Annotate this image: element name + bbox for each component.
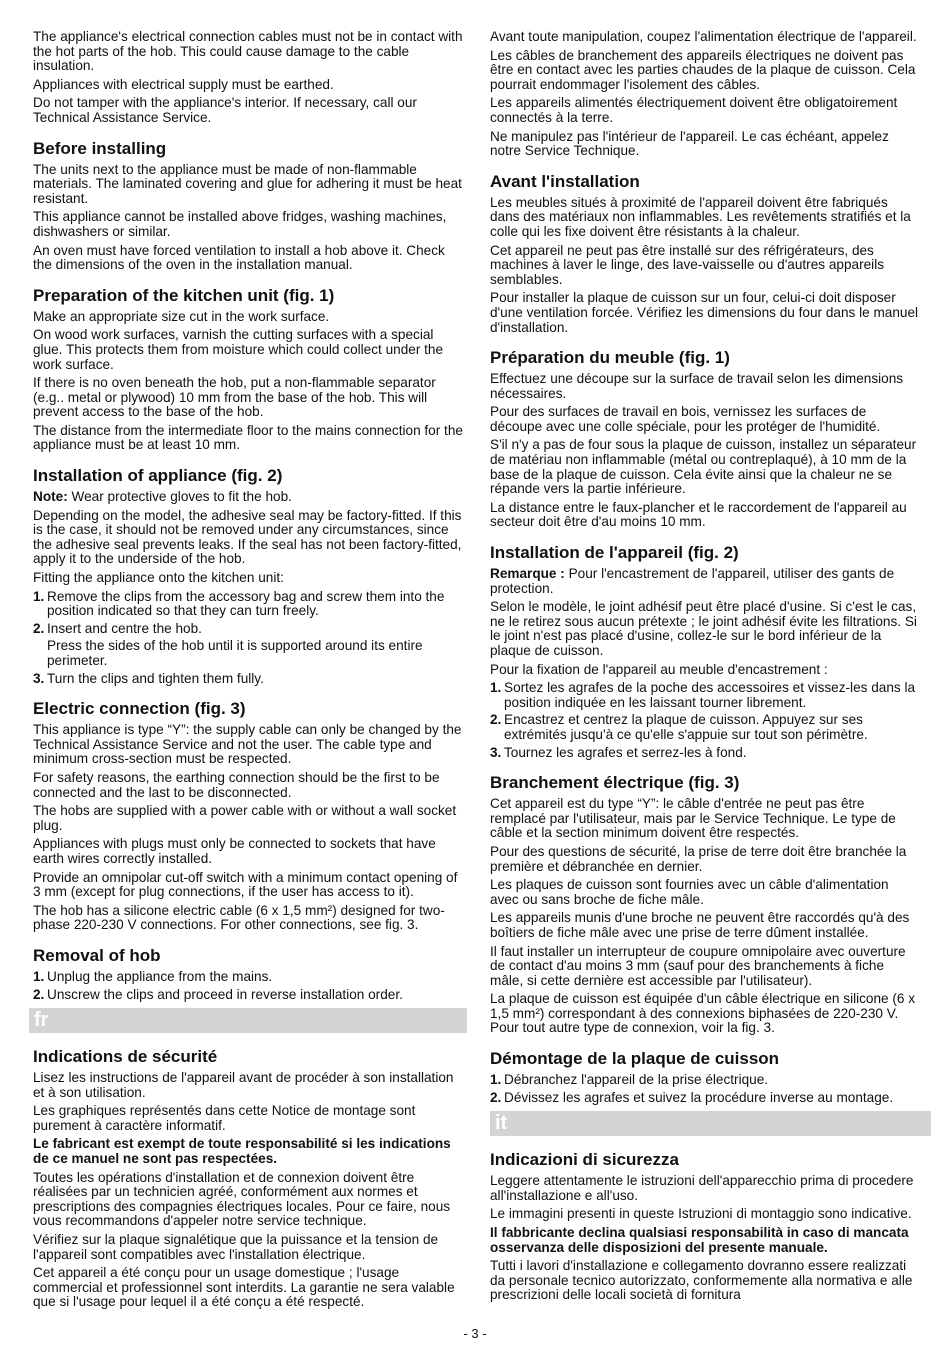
list-item <box>490 713 920 742</box>
step-number: 1. <box>490 680 502 696</box>
list-item <box>33 639 463 668</box>
paragraph: Pour la fixation de l'appareil au meuble d'encastrement : <box>490 661 828 677</box>
paragraph: Pour des questions de sécurité, la prise de terre doit être branchée la première et débranchée en dernier. <box>490 843 907 874</box>
paragraph: Ne manipulez pas l'intérieur de l'appareil. Le cas échéant, appelez notre Service Technique. <box>490 128 889 159</box>
section-title-before-installing: Before installing <box>33 138 167 158</box>
step-text: Débranchez l'appareil de la prise électrique. <box>504 1072 769 1088</box>
left-column <box>33 30 463 1314</box>
paragraph: Tutti i lavori d'installazione e collegamento dovranno essere realizzati da personale tecnico autorizzato, conformemente alla normativa e alle prescrizioni delle locali società di fornitura <box>490 1258 913 1303</box>
section-title-demontage: Démontage de la plaque de cuisson <box>490 1049 780 1069</box>
paragraph: Toutes les opérations d'installation et de connexion doivent être réalisées par un technicien agréé, conformément aux normes et prescriptions des compagnies électriques locales. Pour ce faire, nous vous recommandons d'appeler notre service technique. <box>33 1169 451 1229</box>
right-column <box>490 30 920 1307</box>
section-title-electric-connection: Electric connection (fig. 3) <box>33 699 246 719</box>
step-number: 1. <box>33 588 45 604</box>
section-title-installation: Installation of appliance (fig. 2) <box>33 466 283 486</box>
paragraph: Les meubles situés à proximité de l'appareil doivent être fabriqués dans des matériaux non inflammables. Les revêtements stratifiés et la colle qui les fixe doivent être résistants à la chaleur. <box>490 194 911 239</box>
paragraph: Les câbles de branchement des appareils électriques ne doivent pas être en contact avec les parties chaudes de la plaque de cuisson. Cela pourrait endommager l'isolement des câbles. <box>490 47 916 92</box>
paragraph: Lisez les instructions de l'appareil avant de procéder à son installation et à son utilisation. <box>33 1070 454 1100</box>
paragraph: Effectuez une découpe sur la surface de travail selon les dimensions nécessaires. <box>490 371 904 401</box>
paragraph: Do not tamper with the appliance's interior. If necessary, call our Technical Assistance Service. <box>33 95 417 125</box>
installation-steps <box>33 590 463 687</box>
step-text: Turn the clips and tighten them fully. <box>47 670 264 686</box>
paragraph: Cet appareil est du type “Y”: le câble d'entrée ne peut pas être remplacé par l'utilisateur, mais par le Service Technique. Le type de câble et la section minimum doivent être respectés. <box>490 796 896 841</box>
list-item <box>33 590 463 619</box>
step-number: 2. <box>490 1089 502 1105</box>
paragraph: Le immagini presenti in queste Istruzioni di montaggio sono indicative. <box>490 1206 912 1222</box>
list-item <box>490 681 920 710</box>
demontage-steps <box>490 1073 920 1105</box>
step-number: 1. <box>33 968 45 984</box>
paragraph: If there is no oven beneath the hob, put a non-flammable separator (e.g.. metal or plywood) 10 mm from the base of the hob. This will prevent access to the base of the hob. <box>33 375 436 420</box>
paragraph: Provide an omnipolar cut-off switch with a minimum contact opening of 3 mm (except for plug connections, if the user has access to it). <box>33 869 458 900</box>
list-item <box>33 672 463 687</box>
language-bar-it: it <box>490 1111 931 1136</box>
paragraph: Depending on the model, the adhesive seal may be factory-fitted. If this is the case, it should not be removed under any circumstances, since the adhesive seal prevents leaks. If the seal has not been factory-fitted, apply it to the underside of the hob. <box>33 507 462 567</box>
language-bar-fr: fr <box>29 1008 467 1033</box>
paragraph: Cet appareil ne peut pas être installé sur des réfrigérateurs, des machines à laver le linge, des lave-vaisselle ou d'autres appareils semblables. <box>490 242 885 287</box>
section-title-avant-installation: Avant l'installation <box>490 171 640 191</box>
step-text: Insert and centre the hob. <box>47 620 202 636</box>
section-title-indications-securite: Indications de sécurité <box>33 1047 218 1067</box>
paragraph: Les graphiques représentés dans cette Notice de montage sont purement à caractère informatif. <box>33 1103 416 1133</box>
step-text: Tournez les agrafes et serrez-les à fond. <box>504 744 747 760</box>
step-number: 3. <box>33 670 45 686</box>
step-text: Unscrew the clips and proceed in reverse installation order. <box>47 986 403 1002</box>
bold-disclaimer: Le fabricant est exempt de toute responsabilité si les indications de ce manuel ne sont pas respectées. <box>33 1136 451 1167</box>
paragraph: For safety reasons, the earthing connection should be the first to be connected and the last to be disconnected. <box>33 769 440 800</box>
paragraph: The distance from the intermediate floor to the mains connection for the appliance must be at least 10 mm. <box>33 422 463 453</box>
step-number: 2. <box>490 712 502 728</box>
paragraph: The hobs are supplied with a power cable with or without a wall socket plug. <box>33 803 457 833</box>
page-number: - 3 - <box>463 1326 487 1341</box>
installation-steps <box>490 681 920 760</box>
note-label: Note: <box>33 489 68 505</box>
step-text: Dévissez les agrafes et suivez la procédure inverse au montage. <box>504 1089 894 1105</box>
bold-disclaimer: Il fabbricante declina qualsiasi responsabilità in caso di mancata osservanza delle disposizioni del presente manuale. <box>490 1225 909 1255</box>
section-title-preparation-meuble: Préparation du meuble (fig. 1) <box>490 348 730 368</box>
note-paragraph <box>33 490 463 505</box>
paragraph: On wood work surfaces, varnish the cutting surfaces with a special glue. This protects them from moisture which could collect under the work surface. <box>33 327 444 372</box>
paragraph: Appliances with plugs must only be connected to sockets that have earth wires correctly installed. <box>33 836 436 866</box>
step-text: Remove the clips from the accessory bag and screw them into the position indicated so that they can turn freely. <box>47 588 445 619</box>
note-paragraph <box>490 567 920 596</box>
note-text: Wear protective gloves to fit the hob. <box>67 489 292 505</box>
section-title-removal: Removal of hob <box>33 945 161 965</box>
paragraph: Cet appareil a été conçu pour un usage domestique ; l'usage commercial et professionnel sont interdits. La garantie ne sera valable que si l'usage pour lequel il a été conçu a été respecté. <box>33 1265 455 1310</box>
section-title-indicazioni-sicurezza: Indicazioni di sicurezza <box>490 1150 679 1170</box>
paragraph: Fitting the appliance onto the kitchen unit: <box>33 570 284 586</box>
list-item <box>490 1091 920 1106</box>
paragraph: Les appareils alimentés électriquement doivent être obligatoirement connectés à la terre. <box>490 95 898 125</box>
list-item <box>33 622 463 637</box>
list-item <box>490 746 920 761</box>
paragraph: S'il n'y a pas de four sous la plaque de cuisson, installez un séparateur de matériau non inflammable (métal ou contreplaqué), à 10 mm de la base de la plaque de cuisson. Cela évite ainsi que la chaleur ne se répande vers la partie inférieure. <box>490 437 917 497</box>
paragraph: Il faut installer un interrupteur de coupure omnipolaire avec ouverture de contact d'au moins 3 mm (sauf pour des branchements à fiche mâle, si cette dernière est accessible par l'utilisateur). <box>490 943 906 988</box>
paragraph: Appliances with electrical supply must be earthed. <box>33 76 334 92</box>
step-text: Press the sides of the hob until it is supported around its entire perimeter. <box>47 638 423 668</box>
paragraph: The hob has a silicone electric cable (6 x 1,5 mm²) designed for two-phase 220-230 V connections. For other connections, see fig. 3. <box>33 902 445 933</box>
section-title-preparation: Preparation of the kitchen unit (fig. 1) <box>33 285 335 305</box>
step-number: 1. <box>490 1072 502 1088</box>
note-text: Pour l'encastrement de l'appareil, utiliser des gants de protection. <box>490 566 895 596</box>
paragraph: Leggere attentamente le istruzioni dell'apparecchio prima di procedere all'installazione e all'uso. <box>490 1173 914 1203</box>
section-title-installation-appareil: Installation de l'appareil (fig. 2) <box>490 543 739 563</box>
paragraph: Selon le modèle, le joint adhésif peut être placé d'usine. Si c'est le cas, ne le retirez sous aucun prétexte ; le joint adhésif évite les filtrations. Si le joint n'est pas placé d'usine, collez-le sur le bord inférieur de la plaque de cuisson. <box>490 599 917 658</box>
paragraph: Make an appropriate size cut in the work surface. <box>33 308 330 324</box>
paragraph: Pour des surfaces de travail en bois, vernissez les surfaces de découpe avec une colle spéciale, pour les protéger de l'humidité. <box>490 404 881 434</box>
paragraph: La distance entre le faux-plancher et le raccordement de l'appareil au secteur doit être d'au moins 10 mm. <box>490 499 907 530</box>
paragraph: Vérifiez sur la plaque signalétique que la puissance et la tension de l'appareil sont compatibles avec l'installation électrique. <box>33 1232 439 1262</box>
paragraph: This appliance is type “Y”: the supply cable can only be changed by the Technical Assistance Service and not the user. The cable type and minimum cross-section must be respected. <box>33 722 462 767</box>
paragraph: Avant toute manipulation, coupez l'alimentation électrique de l'appareil. <box>490 29 917 44</box>
section-title-branchement: Branchement électrique (fig. 3) <box>490 773 740 793</box>
list-item <box>490 1073 920 1088</box>
list-item <box>33 970 463 985</box>
step-text: Unplug the appliance from the mains. <box>47 968 273 984</box>
paragraph: The appliance's electrical connection cables must not be in contact with the hot parts of the hob. This could cause damage to the cable insulation. <box>33 29 463 74</box>
step-text: Sortez les agrafes de la poche des accessoires et vissez-les dans la position indiquée en les laissant tourner librement. <box>504 680 916 710</box>
step-number: 2. <box>33 986 45 1002</box>
list-item <box>33 988 463 1003</box>
step-number: 3. <box>490 744 502 760</box>
paragraph: Pour installer la plaque de cuisson sur un four, celui-ci doit disposer d'une ventilation forcée. Vérifiez les dimensions du four dans le manuel d'installation. <box>490 290 919 335</box>
removal-steps <box>33 970 463 1002</box>
step-number: 2. <box>33 620 45 636</box>
paragraph: La plaque de cuisson est équipée d'un câble électrique en silicone (6 x 1,5 mm²) correspondant à des connexions biphasées de 220-230 V. Pour tout autre type de connexion, voir la fig. 3. <box>490 991 916 1036</box>
paragraph: An oven must have forced ventilation to install a hob above it. Check the dimensions of the oven in the installation manual. <box>33 242 445 273</box>
step-text: Encastrez et centrez la plaque de cuisson. Appuyez sur ses extrémités jusqu'à ce qu'elle s'appuie sur tout son périmètre. <box>504 712 868 742</box>
paragraph: Les plaques de cuisson sont fournies avec un câble d'alimentation avec ou sans broche de fiche mâle. <box>490 877 889 907</box>
paragraph: The units next to the appliance must be made of non-flammable materials. The laminated covering and glue for adhering it must be heat resistant. <box>33 161 462 206</box>
paragraph: Les appareils munis d'une broche ne peuvent être raccordés qu'à des boîtiers de fiche mâle avec une prise de terre dûment installée. <box>490 910 910 940</box>
note-label: Remarque : <box>490 566 565 582</box>
paragraph: This appliance cannot be installed above fridges, washing machines, dishwashers or similar. <box>33 209 447 239</box>
